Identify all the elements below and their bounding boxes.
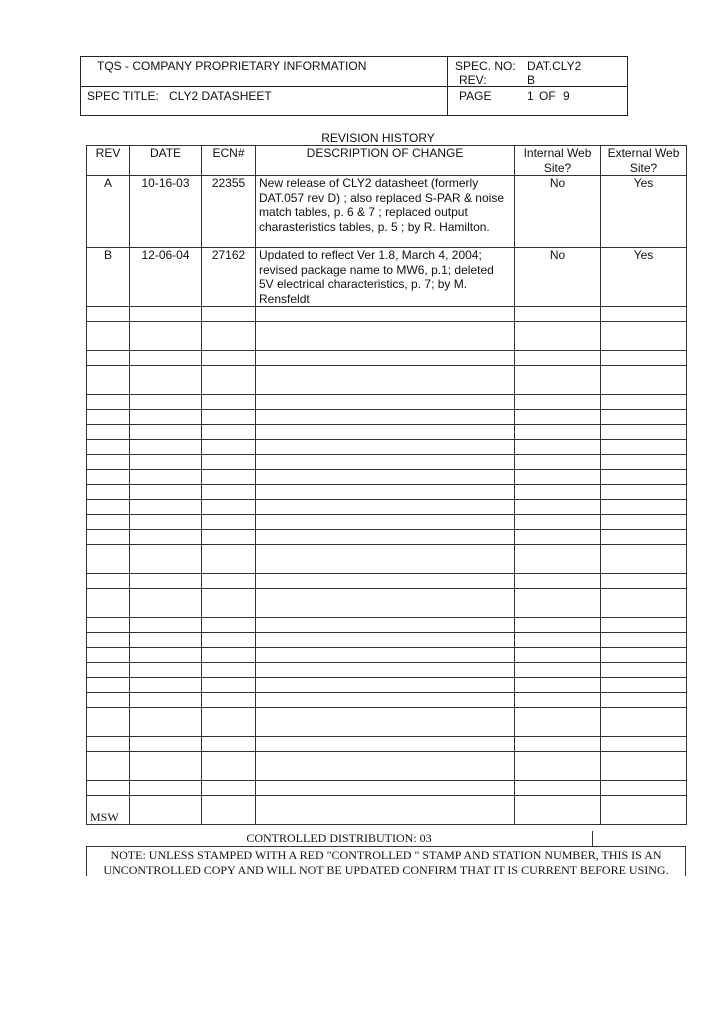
empty-cell [87,530,130,545]
empty-cell [601,366,687,395]
empty-cell [130,589,202,618]
empty-cell [87,515,130,530]
empty-cell [202,693,256,708]
empty-cell [601,307,687,322]
revision-history-title: REVISION HISTORY [321,131,435,145]
empty-cell [130,440,202,455]
empty-cell [202,752,256,781]
revision-history-table [86,145,687,825]
spec-no-label: SPEC. NO: [455,59,516,73]
empty-cell [202,500,256,515]
empty-cell [87,440,130,455]
empty-table-row [87,500,687,515]
empty-cell [87,395,130,410]
empty-cell [515,648,601,663]
empty-table-row [87,781,687,796]
empty-cell [87,781,130,796]
empty-cell [130,307,202,322]
empty-cell [601,425,687,440]
empty-cell [601,470,687,485]
empty-cell [601,574,687,589]
page-label: PAGE [459,89,492,103]
empty-cell [601,796,687,825]
empty-cell [601,515,687,530]
empty-cell [515,455,601,470]
empty-cell [130,648,202,663]
empty-cell [130,708,202,737]
empty-table-row [87,322,687,351]
col-header-internal-web: Internal Web Site? [515,146,601,176]
empty-cell [202,589,256,618]
empty-cell [87,485,130,500]
empty-table-row [87,425,687,440]
empty-cell [256,530,515,545]
empty-cell [601,737,687,752]
company-notice: TQS - COMPANY PROPRIETARY INFORMATION [97,59,367,73]
empty-cell [256,678,515,693]
col-header-ecn: ECN# [202,146,256,176]
empty-cell [87,470,130,485]
empty-cell [256,648,515,663]
empty-cell [87,455,130,470]
empty-cell [601,648,687,663]
empty-cell [515,737,601,752]
empty-cell [601,589,687,618]
empty-cell [87,633,130,648]
empty-cell [515,589,601,618]
row-rev: B [87,248,130,307]
header-divider-horizontal [81,86,627,87]
empty-cell [130,470,202,485]
empty-cell [87,693,130,708]
empty-table-row [87,410,687,425]
empty-cell [87,410,130,425]
footer-initials: MSW [87,796,130,825]
document-header [80,56,628,116]
table-row [87,248,687,307]
empty-cell [515,796,601,825]
empty-cell [87,737,130,752]
empty-cell [130,618,202,633]
empty-cell [130,781,202,796]
empty-cell [202,470,256,485]
empty-table-row [87,693,687,708]
empty-cell [256,589,515,618]
empty-cell [130,351,202,366]
empty-cell [601,678,687,693]
empty-cell [256,574,515,589]
empty-cell [87,663,130,678]
empty-cell [87,678,130,693]
empty-cell [256,663,515,678]
col-header-description: DESCRIPTION OF CHANGE [256,146,515,176]
col-header-rev: REV [87,146,130,176]
empty-cell [601,530,687,545]
empty-cell [130,395,202,410]
empty-cell [256,366,515,395]
empty-cell [515,440,601,455]
empty-cell [256,410,515,425]
empty-cell [601,351,687,366]
empty-cell [515,307,601,322]
empty-table-row [87,307,687,322]
empty-table-row [87,351,687,366]
page-of: OF [539,89,556,103]
empty-cell [256,485,515,500]
empty-cell [601,455,687,470]
page-number: 1 [527,89,534,103]
empty-cell [130,737,202,752]
empty-cell [130,322,202,351]
empty-cell [256,618,515,633]
empty-cell [601,545,687,574]
empty-cell [601,633,687,648]
empty-cell [130,752,202,781]
empty-cell [202,618,256,633]
empty-cell [515,351,601,366]
empty-cell [515,545,601,574]
empty-cell [256,781,515,796]
empty-cell [202,545,256,574]
empty-cell [515,574,601,589]
empty-cell [515,530,601,545]
empty-cell [515,678,601,693]
empty-cell [202,648,256,663]
page-total: 9 [563,89,570,103]
spec-no-value: DAT.CLY2 [527,59,582,73]
empty-cell [515,425,601,440]
col-header-external-web: External Web Site? [601,146,687,176]
empty-cell [256,633,515,648]
empty-cell [130,530,202,545]
empty-cell [256,425,515,440]
empty-cell [601,663,687,678]
empty-cell [256,515,515,530]
empty-cell [256,322,515,351]
empty-cell [130,410,202,425]
empty-cell [202,781,256,796]
row-ecn: 27162 [202,248,256,307]
empty-table-row [87,678,687,693]
empty-cell [256,752,515,781]
empty-cell [87,752,130,781]
empty-table-row [87,708,687,737]
empty-cell [515,618,601,633]
empty-table-row [87,663,687,678]
empty-cell [256,500,515,515]
empty-cell [515,515,601,530]
uncontrolled-copy-note: NOTE: UNLESS STAMPED WITH A RED "CONTROLLED " STAMP AND STATION NUMBER, THIS IS AN UNCONTROLLED COPY AND WILL NOT BE UPDATED CONFIRM THAT IT IS CURRENT BEFORE USING. [86,846,686,876]
empty-cell [515,410,601,425]
empty-cell [202,530,256,545]
empty-cell [87,589,130,618]
row-date: 10-16-03 [130,176,202,248]
empty-cell [256,455,515,470]
empty-cell [515,322,601,351]
empty-cell [130,366,202,395]
empty-table-row [87,737,687,752]
empty-cell [130,515,202,530]
empty-cell [202,366,256,395]
empty-cell [130,545,202,574]
empty-cell [256,307,515,322]
empty-table-row [87,648,687,663]
empty-cell [87,366,130,395]
row-ecn: 22355 [202,176,256,248]
empty-cell [202,708,256,737]
row-external-web: Yes [601,176,687,248]
empty-cell [87,500,130,515]
empty-cell [601,708,687,737]
empty-table-row [87,395,687,410]
empty-cell [130,500,202,515]
empty-cell [130,633,202,648]
empty-cell [130,485,202,500]
empty-cell [515,366,601,395]
empty-cell [87,322,130,351]
empty-cell [256,796,515,825]
empty-cell [601,322,687,351]
empty-cell [202,515,256,530]
empty-cell [87,545,130,574]
empty-table-row [87,530,687,545]
empty-cell [256,470,515,485]
empty-table-row [87,796,687,825]
empty-cell [515,781,601,796]
empty-cell [202,663,256,678]
empty-cell [601,410,687,425]
empty-cell [202,410,256,425]
empty-table-row [87,470,687,485]
empty-cell [202,678,256,693]
distribution-divider [592,831,593,846]
empty-cell [202,395,256,410]
row-internal-web: No [515,248,601,307]
empty-cell [256,440,515,455]
empty-cell [202,737,256,752]
empty-cell [515,395,601,410]
empty-cell [515,633,601,648]
row-internal-web: No [515,176,601,248]
empty-cell [515,663,601,678]
empty-cell [601,781,687,796]
empty-cell [601,485,687,500]
empty-table-row [87,618,687,633]
row-description: New release of CLY2 datasheet (formerly DAT.057 rev D) ; also replaced S-PAR & noise match tables, p. 6 & 7 ; replaced output charasteristics tables, p. 5 ; by R. Hamilton. [256,176,515,248]
empty-cell [515,470,601,485]
empty-cell [87,648,130,663]
row-rev: A [87,176,130,248]
empty-table-row [87,545,687,574]
empty-cell [256,545,515,574]
empty-cell [515,752,601,781]
empty-cell [256,351,515,366]
empty-cell [601,618,687,633]
empty-cell [601,500,687,515]
empty-cell [130,425,202,440]
empty-cell [515,485,601,500]
col-header-date: DATE [130,146,202,176]
empty-cell [130,663,202,678]
empty-cell [256,737,515,752]
empty-cell [202,322,256,351]
table-row [87,176,687,248]
spec-title-label: SPEC TITLE: [87,89,159,103]
empty-cell [601,693,687,708]
empty-table-row [87,752,687,781]
empty-cell [130,574,202,589]
empty-cell [87,351,130,366]
row-description: Updated to reflect Ver 1.8, March 4, 2004; revised package name to MW6, p.1; deleted 5V electrical characteristics, p. 7; by M. Rensfeldt [256,248,515,307]
distribution-text: CONTROLLED DISTRIBUTION: 03 [246,831,432,845]
empty-cell [130,796,202,825]
spec-title-value: CLY2 DATASHEET [169,89,272,103]
empty-cell [202,574,256,589]
empty-cell [130,455,202,470]
empty-cell [256,395,515,410]
empty-cell [256,708,515,737]
empty-cell [515,708,601,737]
empty-cell [87,708,130,737]
empty-cell [601,440,687,455]
empty-cell [87,425,130,440]
empty-table-row [87,455,687,470]
empty-cell [601,395,687,410]
table-header-row [87,146,687,176]
empty-cell [515,500,601,515]
empty-cell [202,485,256,500]
empty-table-row [87,574,687,589]
empty-table-row [87,515,687,530]
rev-label: REV: [459,73,487,87]
empty-table-row [87,440,687,455]
rev-value: B [527,73,536,87]
row-external-web: Yes [601,248,687,307]
empty-table-row [87,633,687,648]
empty-cell [601,752,687,781]
empty-table-row [87,366,687,395]
empty-cell [202,425,256,440]
empty-table-row [87,589,687,618]
empty-cell [202,351,256,366]
empty-cell [130,678,202,693]
empty-cell [202,633,256,648]
empty-cell [87,307,130,322]
empty-cell [87,618,130,633]
row-date: 12-06-04 [130,248,202,307]
empty-table-row [87,485,687,500]
empty-cell [202,455,256,470]
controlled-distribution [86,831,686,846]
empty-cell [202,307,256,322]
empty-cell [87,574,130,589]
empty-cell [202,440,256,455]
empty-cell [202,796,256,825]
empty-cell [130,693,202,708]
empty-cell [256,693,515,708]
empty-cell [515,693,601,708]
